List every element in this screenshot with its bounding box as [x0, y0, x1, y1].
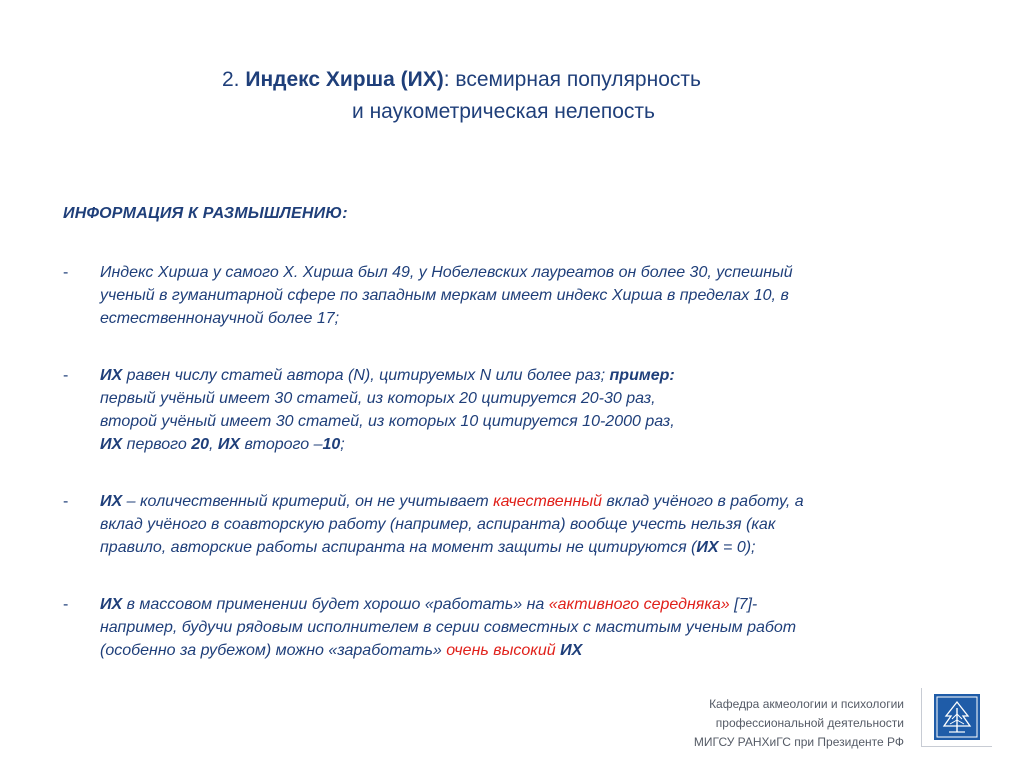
text-span: ;	[340, 436, 345, 453]
text-line: ученый в гуманитарной сфере по западным меркам имеет индекс Хирша в пределах 10, в	[100, 287, 789, 304]
section-heading: ИНФОРМАЦИЯ К РАЗМЫШЛЕНИЮ:	[63, 205, 348, 222]
list-item-text	[100, 490, 963, 559]
list-item	[63, 261, 963, 330]
text-span: первого	[122, 436, 192, 453]
text-span: второго –	[240, 436, 323, 453]
list-dash: -	[63, 264, 69, 281]
text-span: вклад учёного в работу, а	[601, 493, 804, 510]
ih-term: ИХ	[100, 493, 123, 510]
list-item-text	[100, 261, 963, 330]
text-line: Индекс Хирша у самого Х. Хирша был 49, у Нобелевских лауреатов он более 30, успешный	[100, 264, 793, 281]
title-bold: Индекс Хирша (ИХ)	[245, 68, 444, 91]
highlight-red: очень высокий	[446, 642, 556, 659]
list-item-text	[100, 364, 963, 456]
text-line	[100, 536, 963, 559]
text-line	[100, 639, 963, 662]
footer-line: профессиональной деятельности	[715, 716, 904, 730]
title-line-2: и наукометрическая нелепость	[352, 100, 655, 123]
text-span: (особенно за рубежом) можно «заработать»	[100, 642, 447, 659]
text-line	[100, 593, 963, 616]
highlight-red: «активного середняка»	[548, 596, 730, 613]
list-dash: -	[63, 493, 69, 510]
ih-term: ИХ	[217, 436, 241, 453]
slide-title	[222, 64, 862, 128]
text-span: [7]-	[729, 596, 758, 613]
text-span: = 0);	[718, 539, 756, 556]
ih-term: ИХ	[100, 596, 123, 613]
text-line: например, будучи рядовым исполнителем в серии совместных с маститым ученым работ	[100, 619, 797, 636]
tree-emblem-icon	[934, 694, 980, 740]
title-number: 2.	[222, 68, 240, 91]
text-span: равен числу статей автора (N), цитируемых N или более раз;	[122, 367, 610, 384]
ih-term: ИХ	[100, 367, 123, 384]
title-rest: : всемирная популярность	[443, 68, 701, 91]
text-line: первый учёный имеет 30 статей, из которых 20 цитируется 20-30 раз,	[100, 390, 656, 407]
text-span: – количественный критерий, он не учитывает	[122, 493, 494, 510]
footer-line: Кафедра акмеологии и психологии	[709, 697, 904, 711]
footer-line: МИГСУ РАНХиГС при Президенте РФ	[693, 735, 904, 749]
text-line: второй учёный имеет 30 статей, из которых 10 цитируется 10-2000 раз,	[100, 413, 675, 430]
text-span: правило, авторские работы аспиранта на момент защиты не цитируются (	[100, 539, 697, 556]
list-dash: -	[63, 367, 69, 384]
list-dash: -	[63, 596, 69, 613]
value-20: 20	[191, 436, 209, 453]
list-item	[63, 490, 963, 559]
ih-term: ИХ	[560, 642, 583, 659]
list-item-text	[100, 593, 963, 662]
ih-term: ИХ	[696, 539, 719, 556]
title-line-1	[222, 64, 862, 96]
text-line	[100, 364, 963, 387]
text-line	[100, 490, 963, 513]
text-span: в массовом применении будет хорошо «работать» на	[122, 596, 549, 613]
list-item	[63, 593, 963, 662]
list-item	[63, 364, 963, 456]
text-span: ,	[208, 436, 218, 453]
example-label: пример:	[609, 367, 675, 384]
text-line: вклад учёного в соавторскую работу (например, аспиранта) вообще учесть нельзя (как	[100, 516, 776, 533]
text-line: естественнонаучной более 17;	[100, 310, 340, 327]
ih-term: ИХ	[100, 436, 123, 453]
text-line	[100, 433, 963, 456]
value-10: 10	[322, 436, 341, 453]
footer-affiliation	[574, 695, 904, 752]
highlight-red: качественный	[493, 493, 602, 510]
